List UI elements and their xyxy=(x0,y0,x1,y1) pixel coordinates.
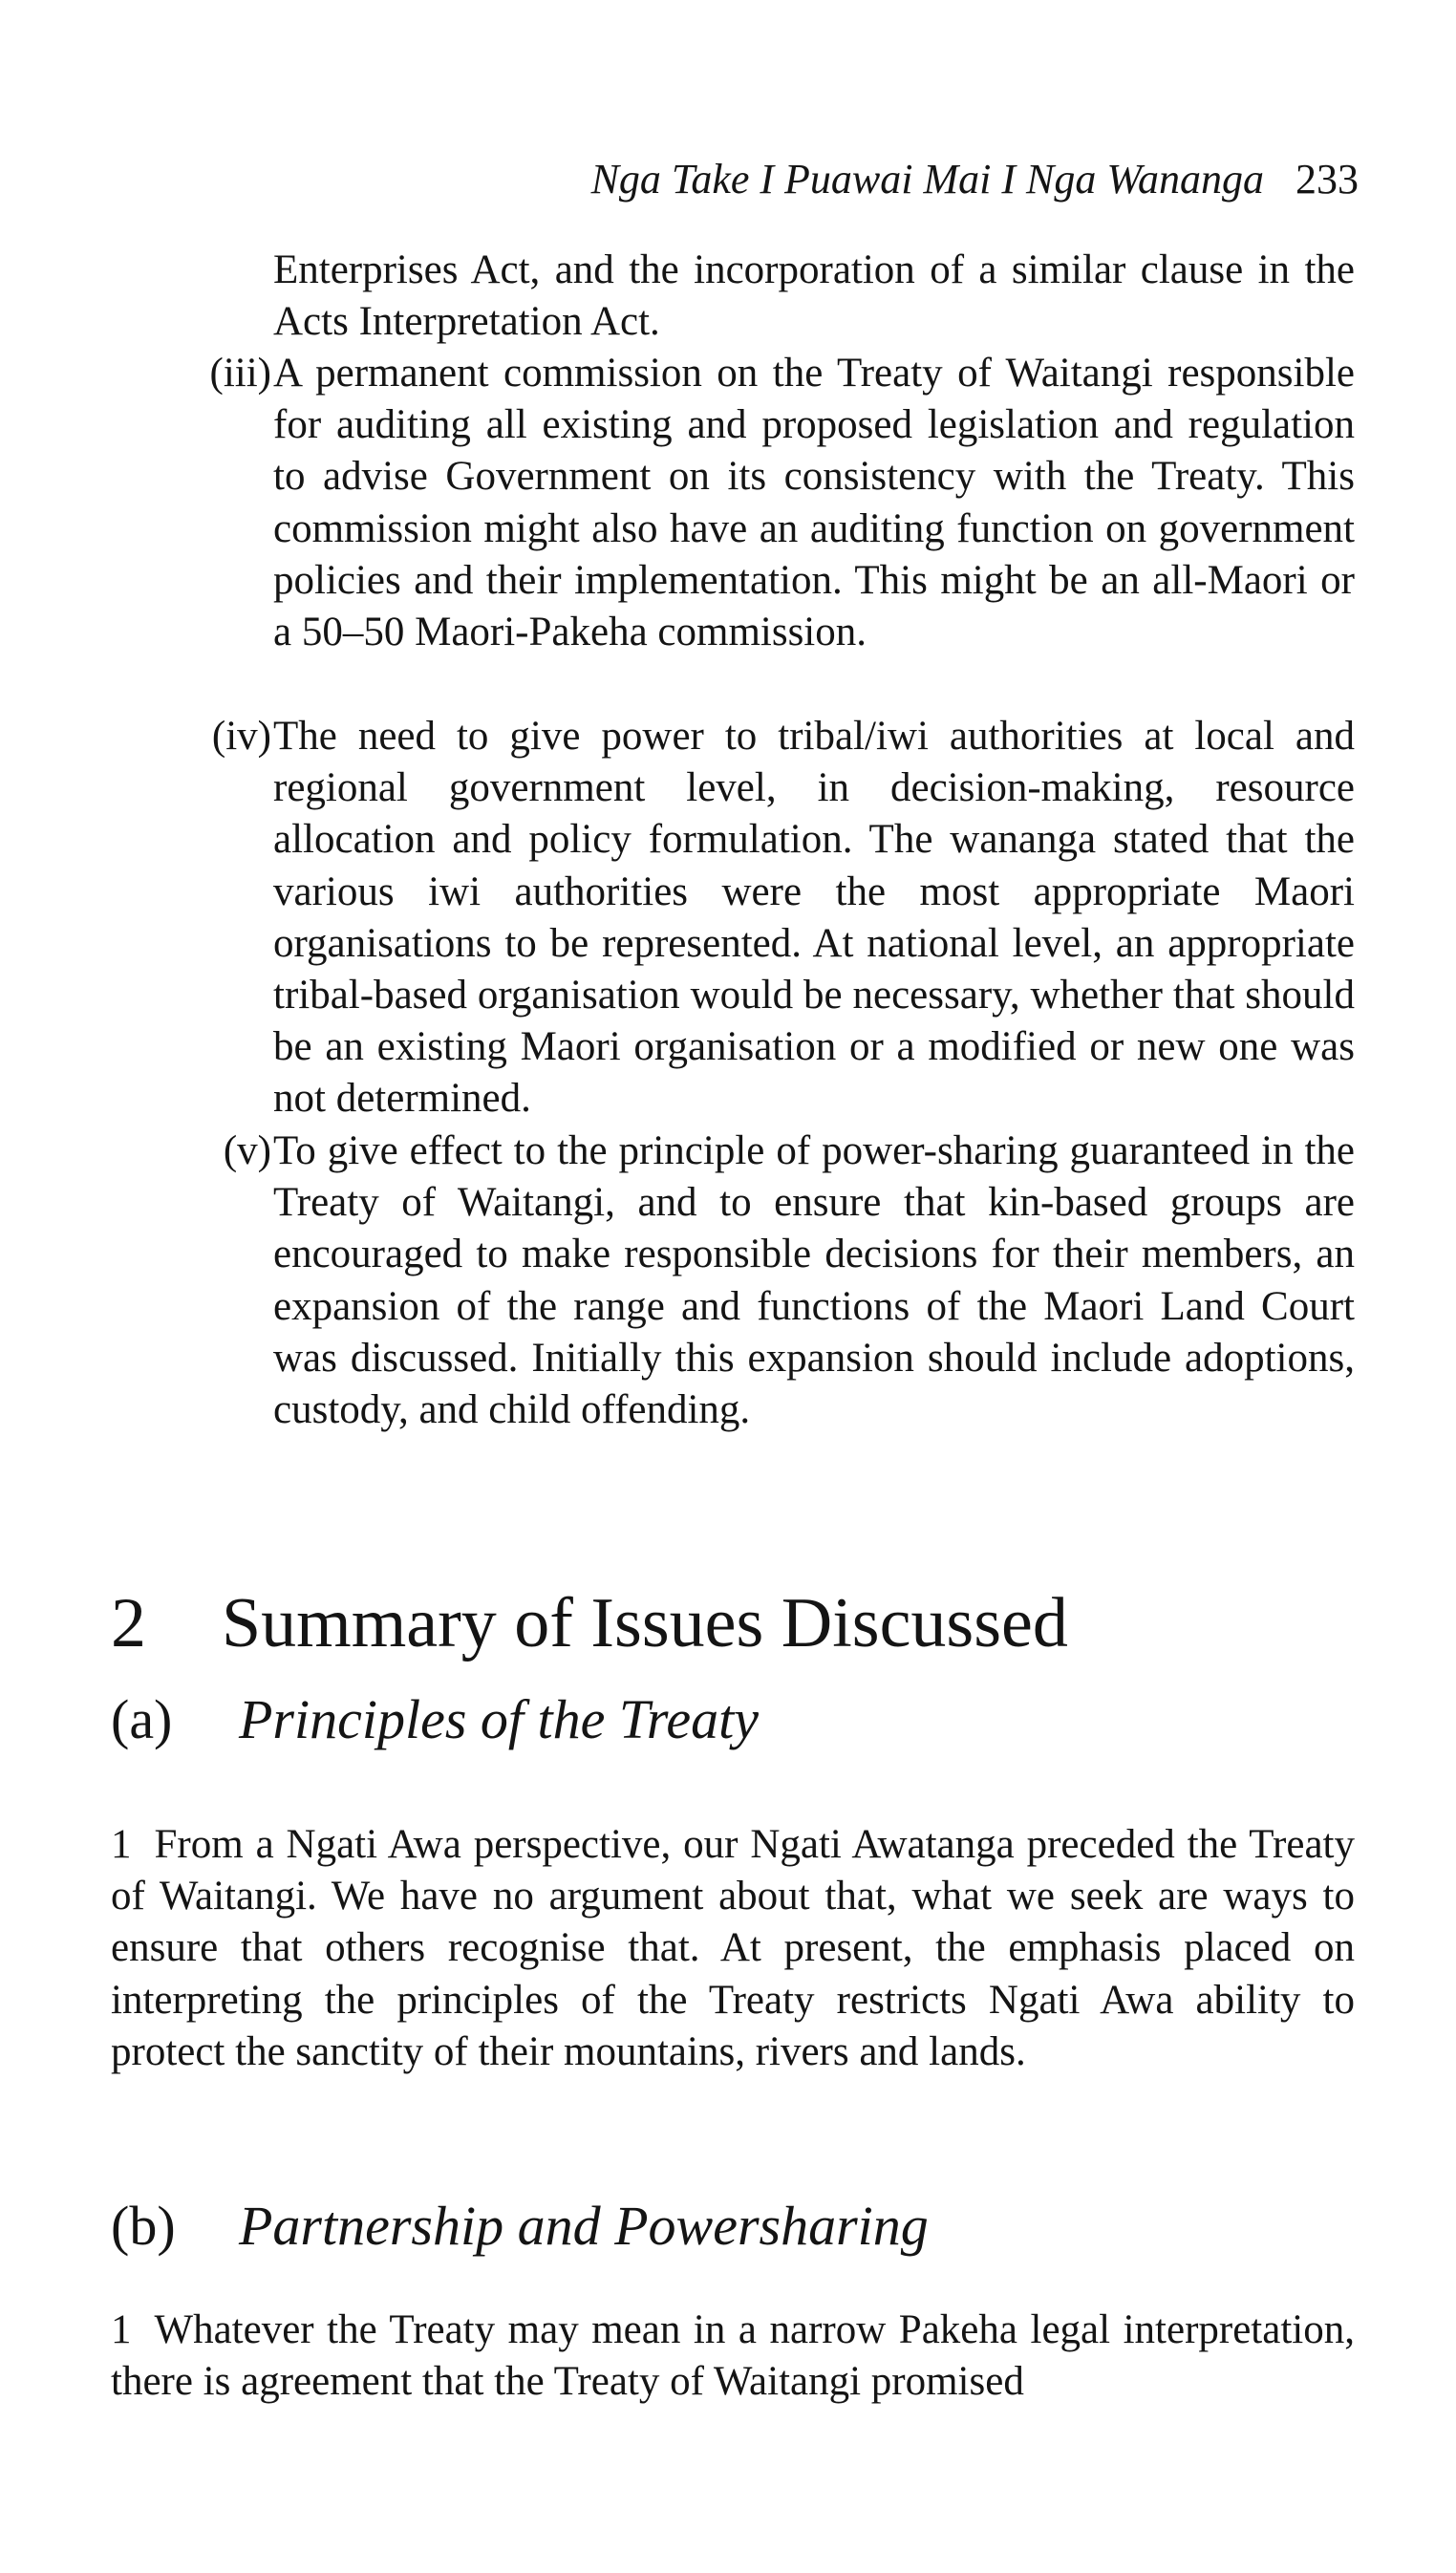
running-head-title: Nga Take I Puawai Mai I Nga Wananga xyxy=(590,156,1264,203)
list-item-text: The need to give power to tribal/iwi authorities at local and regional government level, in decision-making, resource allocation and policy formulation. The wananga stated that the various iwi authorities were the most appropriate Maori organisations to be represented. At national level, an appropriate tribal-based organisation would be necessary, whether that should be an existing Maori organisation or a modified or new one was not determined. xyxy=(273,714,1355,1122)
continued-paragraph: Enterprises Act, and the incorporation of a similar clause in the Acts Interpretation Act. xyxy=(273,247,1355,345)
subsection-letter: (b) xyxy=(111,2195,176,2257)
subsection-heading-b xyxy=(111,2192,929,2261)
section-number: 2 xyxy=(111,1584,146,1662)
list-marker: (v) xyxy=(223,1128,271,1173)
subsection-title: Partnership and Powersharing xyxy=(239,2195,929,2257)
paragraph-number: 1 xyxy=(111,1822,132,1867)
paragraph-a-1 xyxy=(111,1819,1355,2078)
subsection-letter: (a) xyxy=(111,1688,173,1750)
list-item-text: A permanent commission on the Treaty of Waitangi responsible for auditing all existing and proposed legislation and regulation to advise Government on its consistency with the Treaty. This commission might also have an auditing function on government policies and their implementation. This might be an all-Maori or a 50–50 Maori-Pakeha commission. xyxy=(273,351,1355,655)
list-marker: (iii) xyxy=(209,351,271,396)
paragraph-text: Whatever the Treaty may mean in a narrow Pakeha legal interpretation, there is agreement that the Treaty of Waitangi promised xyxy=(111,2307,1355,2405)
section-heading xyxy=(111,1580,1068,1666)
list-marker: (iv) xyxy=(211,714,271,759)
subsection-heading-a xyxy=(111,1685,759,1754)
page-number: 233 xyxy=(1295,156,1359,203)
running-head xyxy=(591,153,1359,206)
subsection-title: Principles of the Treaty xyxy=(239,1688,759,1750)
section-title: Summary of Issues Discussed xyxy=(222,1584,1068,1662)
paragraph-text: From a Ngati Awa perspective, our Ngati Awatanga preceded the Treaty of Waitangi. We have no argument about that, what we seek are ways to ensure that others recognise that. At present, the emphasis placed on interpreting the principles of the Treaty restricts Ngati Awa ability to protect the sanctity of their mountains, rivers and lands. xyxy=(111,1822,1355,2074)
list-item-text: To give effect to the principle of power-sharing guaranteed in the Treaty of Waitangi, and to ensure that kin-based groups are encouraged to make responsible decisions for their members, an expansion of the range and functions of the Maori Land Court was discussed. Initially this expansion should include adoptions, custody, and child offending. xyxy=(273,1128,1355,1433)
paragraph-number: 1 xyxy=(111,2307,132,2352)
paragraph-b-1 xyxy=(111,2305,1355,2408)
